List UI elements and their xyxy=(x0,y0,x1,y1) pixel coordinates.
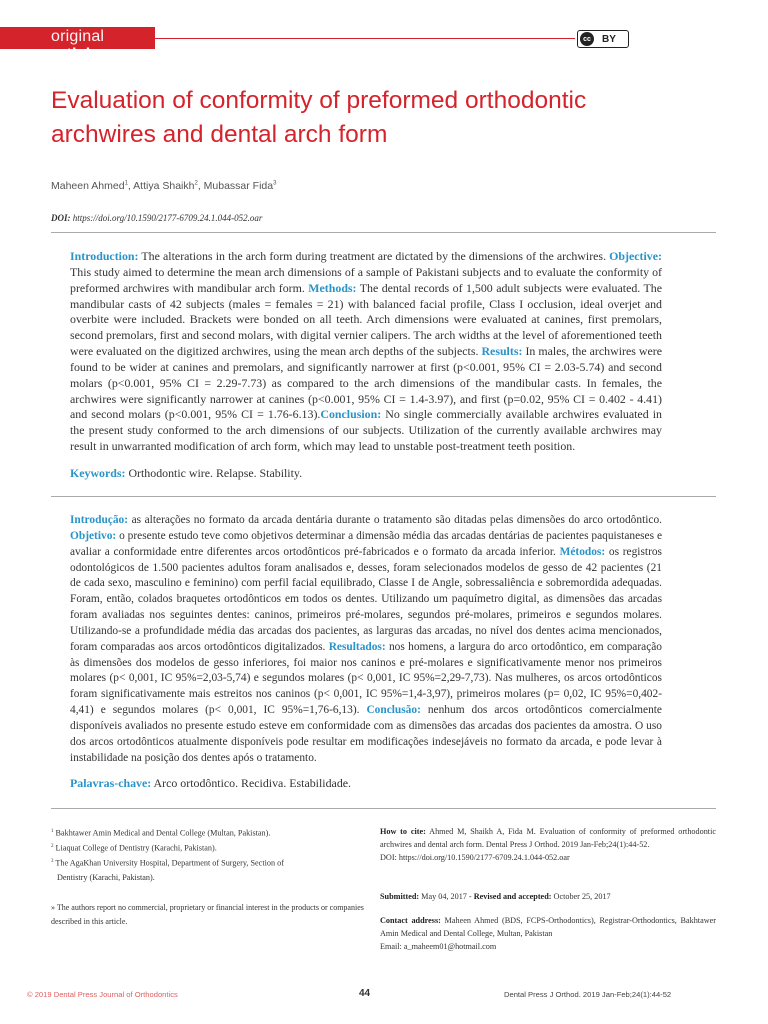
keywords-portuguese: Palavras-chave: Arco ortodôntico. Recidiva. Estabilidade. xyxy=(70,776,352,790)
license-by-label: BY xyxy=(602,33,616,45)
divider xyxy=(51,496,716,497)
affiliation-item: $^3$ The AgaKhan University Hospital, Department of Surgery, Section of xyxy=(51,859,284,869)
affiliation-item: $^1$ Bakhtawer Amin Medical and Dental College (Multan, Pakistan). xyxy=(51,828,271,838)
cite-doi[interactable]: DOI: https://doi.org/10.1590/2177-6709.24.1.044-052.oar xyxy=(380,853,570,863)
affiliations xyxy=(51,825,351,884)
footer-copyright: © 2019 Dental Press Journal of Orthodontics xyxy=(27,990,178,999)
article-title: Evaluation of conformity of preformed orthodontic archwires and dental arch form xyxy=(51,87,587,148)
author-list: Maheen Ahmed$^1$, Attiya Shaikh$^2$, Mubassar Fida$^3$ xyxy=(51,180,277,192)
creative-commons-icon: cc xyxy=(580,32,594,46)
contact-email[interactable]: Email: a_maheem01@hotmail.com xyxy=(380,942,497,952)
section-banner xyxy=(0,27,155,63)
doi-line: DOI: https://doi.org/10.1590/2177-6709.24.1.044-052.oar xyxy=(51,213,263,223)
author-name: Attiya Shaikh xyxy=(133,180,195,192)
divider xyxy=(51,232,716,233)
how-to-cite: How to cite: Ahmed M, Shaikh A, Fida M. Evaluation of conformity of preformed orthodontic archwires and dental arch form. Dental Press J Orthod. 2019 Jan-Feb;24(1):44-52. DOI: https://doi.org/10.1590/2177-6709.24.1.044-052.oar xyxy=(380,825,716,865)
abstract-portuguese: Introdução: as alterações no formato da arcada dentária durante o tratamento são ditadas pelas dimensões do arco ortodôntico. Objetivo: o presente estudo teve como objetivos determinar a dimensão média das arcadas dentárias de pacientes paquistaneses e avaliar a conformidade entre diferentes arcos ortodônticos pré-fabricados e o formato da arcada inferior. Métodos: os registros odontológicos de 1.500 pacientes adultos foram analisados e, desses, foram selecionados modelos de gesso de 42 pacientes (21 de cada sexo, masculino e feminino) com perfil facial equilibrado, Classe I de Angle, sobressaliência e sobremordida adequadas. Foram, então, colados braquetes ortodônticos em todos os dentes. Utilizando um paquímetro digital, as dimensões das arcadas foram avaliadas nos seguintes dentes: caninos, primeiros pré-molares, segundos pré-molares, primeiros e segundos molares. Utilizando-se a profundidade média das arcadas dos pacientes, as larguras das arcadas, no nível dos dentes acima mencionados, foram comparadas aos arcos ortodônticos digitalizados. Resultados: nos homens, a largura do arco ortodôntico, em comparação às dimensões dos modelos de gesso inferiores, foi maior nos caninos e pré-molares e significativamente menor nos primeiros molares (p< 0,001, IC 95%=2,03-5,74) e segundos molares (p< 0,001, IC 95%=2,29-7,73). Nas mulheres, os arcos ortodônticos foram significativamente mais estreitos nos caninos (p< 0,001, IC 95%=1,4-3,97), primeiros molares (p= 0,02, IC 95%=0,402-4,41) e segundos molares (p< 0,001, IC 95%=1,76-6,13). Conclusão: nenhum dos arcos ortodônticos comercialmente disponíveis avaliados no presente estudo esteve em conformidade com as dimensões das arcadas dos pacientes da amostra. O uso dos arcos ortodônticos atualmente disponíveis pode resultar em modificações indesejáveis no formato da arcada, e pode levar à instabilidade na posição dos dentes após o tratamento. xyxy=(70,514,662,764)
contact-address: Contact address: Maheen Ahmed (BDS, FCPS-Orthodontics), Registrar-Orthodontics, Bakhtawer Amin Medical and Dental College, Multan, Pakistan Email: a_maheem01@hotmail.com xyxy=(380,914,716,954)
submission-dates: Submitted: May 04, 2017 - Revised and accepted: October 25, 2017 xyxy=(380,892,611,901)
page-number: 44 xyxy=(359,988,371,999)
footer-citation: Dental Press J Orthod. 2019 Jan-Feb;24(1):44-52 xyxy=(504,990,672,999)
abstract-english: Introduction: The alterations in the arch form during treatment are dictated by the dimensions of the archwires. Objective: This study aimed to determine the mean arch dimensions of a sample of Pakistani subjects and to evaluate the conformity of preformed archwires with mandibular arch form. Methods: The dental records of 1,500 adult subjects were evaluated. The mandibular casts of 42 subjects (males = females = 21) with balanced facial profile, Class I occlusion, ideal overjet and overbite were included. Brackets were bonded on all teeth. Arch dimensions were evaluated at canines, first premolars, second premolars, first and second molars, with digital vernier calipers. The arch widths at the level of aforementioned teeth were evaluated on the digitized archwires, using the mean arch depths of the subjects. Results: In males, the archwires were found to be wider at canines and premolars, and significantly narrower at first (p<0.001, 95% CI = 2.03-5.74) and second molars (p<0.001, 95% CI = 2.29-7.73) as compared to the arch dimensions of the mandibular casts. In females, the archwires were significantly narrower at canines (p<0.001, 95% CI = 1.4-3.97), and first (p=0.02, 95% CI = 0.402 - 4.41) and second molars (p<0.001, 95% CI = 1.76-6.13).Conclusion: No single commercially available archwires evaluated in the present study conformed to the arch dimensions of our subjects. Utilization of the currently available archwires may result in unwarranted modification of arch form, which may lead to unstable post-treatment teeth position. xyxy=(70,249,662,454)
keywords-english: Keywords: Orthodontic wire. Relapse. Stability. xyxy=(70,466,303,480)
cc-by-license-badge[interactable] xyxy=(577,30,629,48)
doi-link[interactable]: https://doi.org/10.1590/2177-6709.24.1.044-052.oar xyxy=(72,213,263,223)
author-name: Mubassar Fida xyxy=(203,180,274,192)
divider xyxy=(51,808,716,809)
affiliation-item-continued: Dentistry (Karachi, Pakistan). xyxy=(57,872,155,882)
header-rule xyxy=(155,38,575,39)
affiliation-item: $^2$ Liaquat College of Dentistry (Karachi, Pakistan). xyxy=(51,843,217,853)
section-label: original article xyxy=(51,28,105,63)
conflict-of-interest-note: » The authors report no commercial, proprietary or financial interest in the products or companies described in this article. xyxy=(51,903,364,926)
author-name: Maheen Ahmed xyxy=(51,180,125,192)
